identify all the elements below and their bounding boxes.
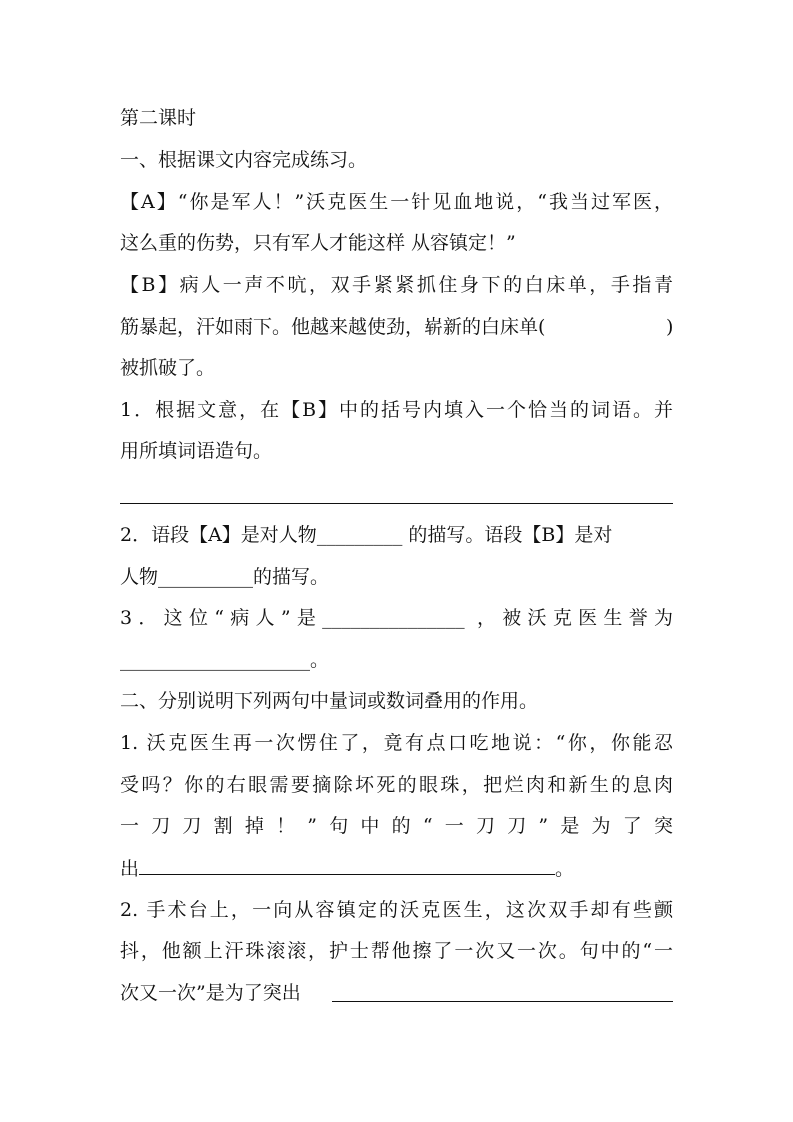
q3-line2-end: 。 — [310, 649, 330, 671]
q2-blank-b[interactable]: __________ — [158, 566, 254, 588]
q3-line1 — [120, 604, 673, 632]
item1-answer-line[interactable] — [139, 854, 555, 875]
section1-heading: 一、根据课文内容完成练习。 — [120, 149, 368, 171]
q3-line1-part2: ，被沃克医生誉为 — [464, 607, 674, 629]
section2-heading: 二、分别说明下列两句中量词或数词叠用的作用。 — [120, 690, 539, 712]
q1-answer-line[interactable] — [120, 503, 673, 504]
passage-a-line1: 【A】“你是军人！”沃克医生一针见血地说，“我当过军医， — [120, 191, 673, 213]
item2-line3-prefix: 次又一次”是为了突出 — [120, 982, 301, 1004]
q1-line1: 1．根据文意，在【B】中的括号内填入一个恰当的词语。并 — [120, 399, 673, 421]
item1-line1: 1. 沃克医生再一次愣住了，竟有点口吃地说：“你，你能忍 — [120, 732, 673, 754]
item2-line1: 2. 手术台上，一向从容镇定的沃克医生，这次双手却有些颤 — [120, 899, 673, 921]
passage-b-line3: 被抓破了。 — [120, 357, 216, 379]
passage-b-line2 — [120, 313, 673, 341]
item1-line3: 一刀刀割掉！”句中的“一刀刀”是为了突 — [120, 815, 673, 837]
q2-blank-a[interactable]: _________ — [316, 524, 403, 546]
item2-line2: 抖，他额上汗珠滚滚，护士帮他擦了一次又一次。句中的“一 — [120, 940, 673, 962]
q3-line2 — [120, 646, 673, 674]
passage-b-bracket-close: ) — [666, 316, 674, 338]
lesson-title: 第二课时 — [120, 107, 197, 129]
passage-b-line2-prefix: 筋暴起，汗如雨下。他越来越使劲，崭新的白床单( — [120, 316, 546, 338]
item1-line4 — [120, 854, 673, 883]
q2-line1 — [120, 521, 673, 549]
q2-line2-part2: 的描写。 — [253, 566, 330, 588]
q3-blank-a[interactable]: _______________ — [322, 607, 465, 629]
q2-line1-part1: 2．语段【A】是对人物 — [120, 524, 317, 546]
item2-answer-line[interactable] — [332, 1001, 673, 1002]
q3-line1-part1: 3．这位“病人”是 — [120, 607, 323, 629]
q2-line1-part2: 的描写。语段【B】是对 — [402, 524, 613, 546]
passage-a-line2: 这么重的伤势，只有军人才能这样 从容镇定！” — [120, 232, 516, 254]
q1-line2: 用所填词语造句。 — [120, 440, 273, 462]
q2-line2-part1: 人物 — [120, 566, 159, 588]
item1-line4-prefix: 出 — [120, 858, 140, 880]
item1-line4-end: 。 — [555, 858, 575, 880]
passage-b-line1: 【B】病人一声不吭，双手紧紧抓住身下的白床单，手指青 — [120, 274, 673, 296]
item1-line2: 受吗？你的右眼需要摘除坏死的眼珠，把烂肉和新生的息肉 — [120, 774, 673, 796]
q3-blank-b[interactable]: ____________________ — [120, 649, 310, 671]
item2-line3 — [120, 979, 673, 1007]
q2-line2 — [120, 563, 673, 591]
